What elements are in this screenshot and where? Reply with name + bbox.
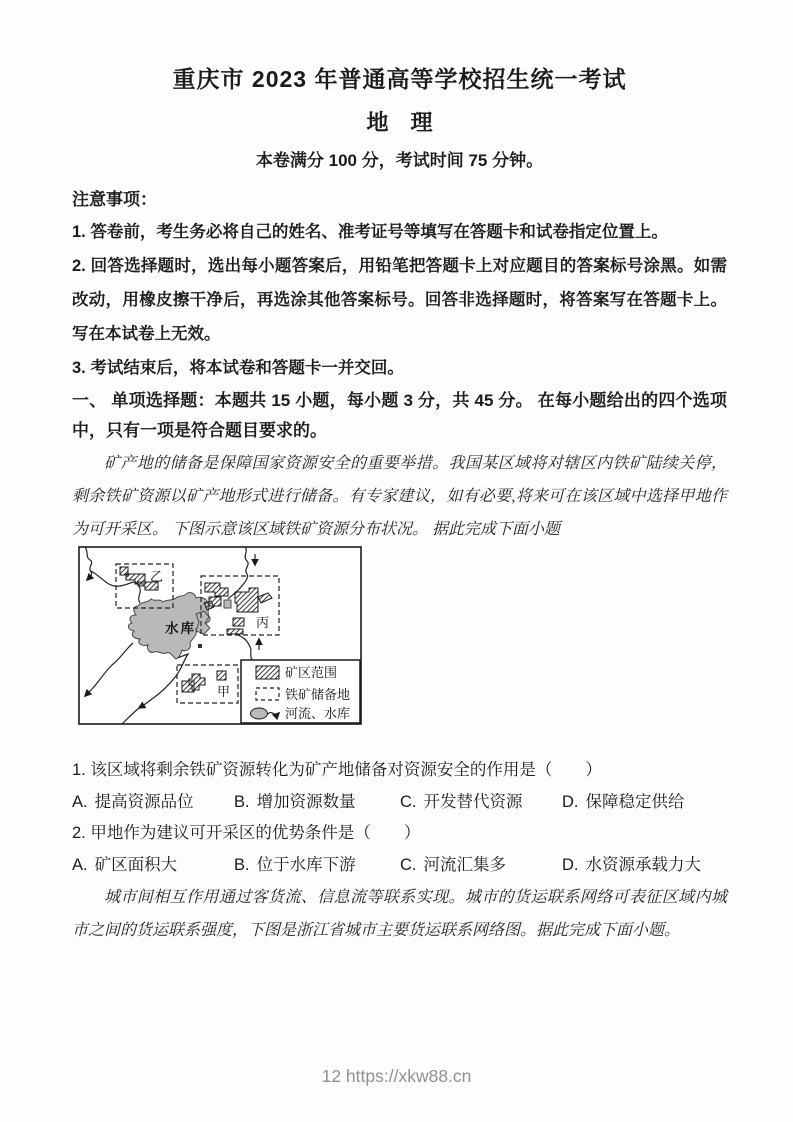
legend-label-mining-area: 矿区范围 [285, 665, 338, 680]
option-2a-text: 矿区面积大 [94, 856, 178, 874]
question-2-options [72, 850, 727, 880]
passage-iron-ore: 矿产地的储备是保障国家资源安全的重要举措。我国某区域将对辖区内铁矿陆续关停，剩余铁矿资源以矿产地形式进行储备。有专家建议，如有必要,将来可在该区域中选择甲地作为可开采区。 下图示意该区域铁矿资源分布状况。 据此完成下面小题 [72, 455, 727, 538]
notes-heading: 注意事项： [72, 190, 157, 209]
page-content [72, 0, 727, 947]
legend-label-river-reservoir: 河流、水库 [285, 706, 351, 721]
option-2a [72, 850, 234, 880]
question-1-options [72, 787, 727, 817]
option-1b-label: B. [234, 793, 250, 811]
legend-hatched-rect-icon [256, 666, 279, 679]
question-1-number: 1. [72, 761, 86, 779]
option-1c-label: C. [400, 793, 417, 811]
zone-label-bing: 丙 [256, 615, 270, 630]
option-2c [400, 850, 562, 880]
passage-city-freight: 城市间相互作用通过客货流、信息流等联系实现。城市的货运联系网络可表征区域内城市之间的货运联系强度，下图是浙江省城市主要货运联系网络图。据此完成下面小题。 [72, 889, 727, 939]
question-1-stem: 该区域将剩余铁矿资源转化为矿产地储备对资源安全的作用是（ ） [90, 761, 602, 779]
question-2-text [72, 818, 727, 848]
option-2a-label: A. [72, 856, 88, 874]
question-2-stem: 甲地作为建议可开采区的优势条件是（ ） [90, 824, 421, 842]
exam-info-line: 本卷满分 100 分，考试时间 75 分钟。 [255, 151, 544, 170]
option-2d [562, 850, 727, 880]
option-1d [562, 787, 727, 817]
map-legend [241, 660, 360, 723]
map-small-dot [198, 644, 202, 648]
option-1c-text: 开发替代资源 [423, 793, 523, 811]
exam-title: 重庆市 2023 年普通高等学校招生统一考试 [172, 66, 627, 92]
question-2-number: 2. [72, 824, 86, 842]
option-2c-label: C. [400, 856, 417, 874]
page-footer-watermark: 12 https://xkw88.cn [321, 1066, 472, 1086]
option-2d-text: 水资源承载力大 [585, 856, 701, 874]
option-1b [234, 787, 400, 817]
option-2b-text: 位于水库下游 [256, 856, 356, 874]
option-1b-text: 增加资源数量 [256, 793, 356, 811]
option-1a [72, 787, 234, 817]
option-1a-text: 提高资源品位 [94, 793, 194, 811]
option-1d-label: D. [562, 793, 579, 811]
legend-label-reserve-site: 铁矿储备地 [285, 687, 351, 702]
section1-header: 一、 单项选择题：本题共 15 小题，每小题 3 分，共 45 分。 在每小题给出的四个选项中，只有一项是符合题目要求的。 [72, 391, 727, 440]
zone-label-jia: 甲 [217, 684, 231, 699]
iron-ore-distribution-map [78, 546, 362, 725]
option-2b-label: B. [234, 856, 250, 874]
subject-title: 地 理 [366, 110, 433, 135]
note-item-3: 3. 考试结束后，将本试卷和答题卡一并交回。 [72, 359, 404, 377]
zone-label-yi: 乙 [150, 569, 164, 584]
option-1a-label: A. [72, 793, 88, 811]
option-1c [400, 787, 562, 817]
reservoir-label: 水库 [165, 621, 196, 636]
option-1d-text: 保障稳定供给 [585, 793, 685, 811]
note-item-1: 1. 答卷前，考生务必将自己的姓名、准考证号等填写在答题卡和试卷指定位置上。 [72, 223, 668, 241]
legend-reservoir-icon [251, 708, 268, 719]
option-2d-label: D. [562, 856, 579, 874]
note-item-2: 2. 回答选择题时，选出每小题答案后，用铅笔把答题卡上对应题目的答案标号涂黑。如需改动，用橡皮擦干净后，再选涂其他答案标号。回答非选择题时，将答案写在答题卡上。写在本试卷上无效。 [72, 257, 727, 343]
option-2b [234, 850, 400, 880]
question-1-text [72, 755, 727, 785]
option-2c-text: 河流汇集多 [423, 856, 506, 874]
